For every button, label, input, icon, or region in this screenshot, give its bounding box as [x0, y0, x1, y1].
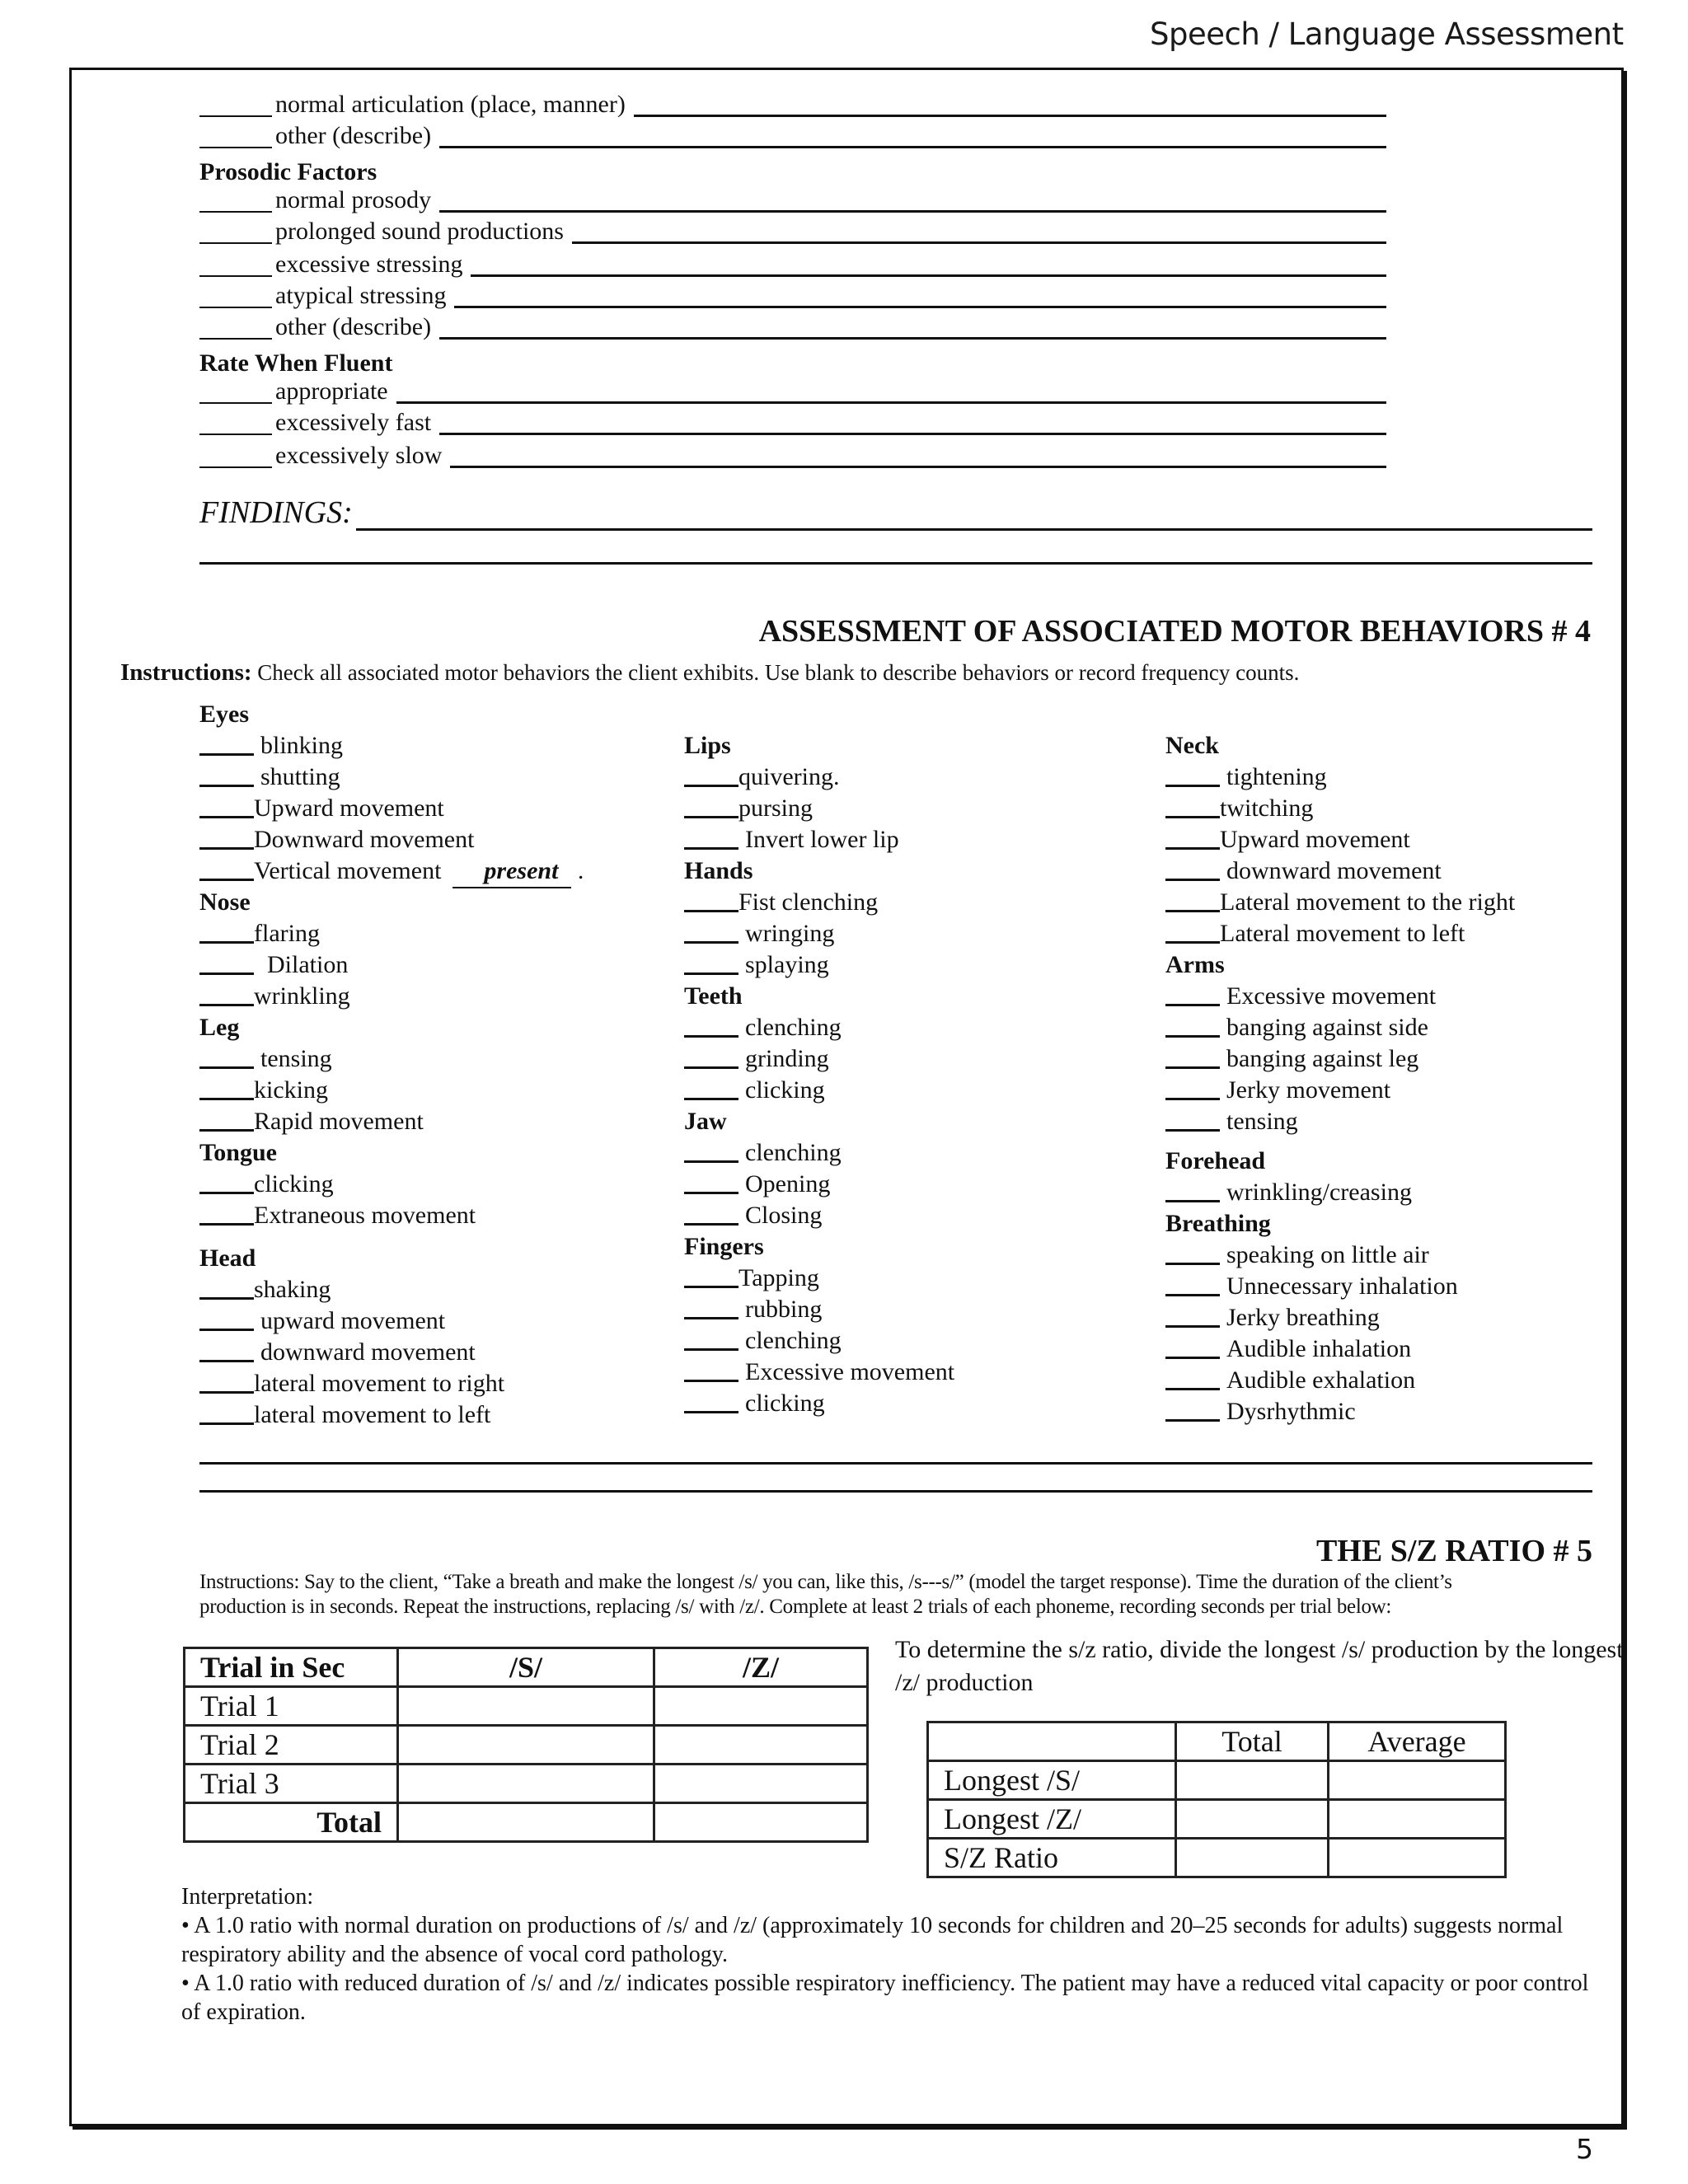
- trial-table: [183, 1647, 869, 1843]
- sz-instructions-line-2: production is in seconds. Repeat the instructions, replacing /s/ with /z/. Complete at least 2 trials of each phoneme, recording seconds per trial below:: [199, 1596, 1392, 1618]
- checklist-row[interactable]: excessively fast: [199, 410, 1386, 435]
- check-blank[interactable]: [1165, 1240, 1220, 1265]
- group-heading: Eyes: [199, 701, 249, 728]
- checklist-row[interactable]: prolonged sound productions: [199, 219, 1386, 244]
- checklist-item: quivering.: [684, 762, 1146, 793]
- checklist-item: flaring: [199, 918, 661, 949]
- check-blank[interactable]: [1165, 824, 1220, 850]
- check-blank[interactable]: [684, 1294, 738, 1319]
- group-heading: Neck: [1165, 732, 1219, 759]
- z-header: /Z/: [654, 1648, 868, 1687]
- checklist-item: Vertical movement present .: [199, 855, 661, 887]
- check-blank[interactable]: [199, 1075, 254, 1100]
- describe-field[interactable]: [450, 444, 1386, 468]
- trial-label: Trial 3: [185, 1765, 398, 1803]
- check-blank[interactable]: [199, 1305, 254, 1331]
- checklist-item: downward movement: [1165, 855, 1627, 887]
- checklist-item: Lateral movement to left: [1165, 918, 1627, 949]
- checklist-row[interactable]: other (describe): [199, 315, 1386, 340]
- checklist-item: Rapid movement: [199, 1106, 661, 1137]
- vertical-movement-value[interactable]: present: [452, 855, 571, 888]
- check-blank[interactable]: [199, 1200, 254, 1226]
- check-blank[interactable]: [199, 1043, 254, 1069]
- check-blank[interactable]: [199, 284, 272, 308]
- group-heading: Arms: [1165, 951, 1225, 978]
- checklist-item: Excessive movement: [684, 1357, 1146, 1388]
- check-blank[interactable]: [684, 1012, 738, 1038]
- ratio-table: [926, 1721, 1507, 1878]
- checklist-item: Lateral movement to the right: [1165, 887, 1627, 918]
- check-blank[interactable]: [684, 918, 738, 944]
- checklist-item: Tapping: [684, 1263, 1146, 1294]
- notes-line[interactable]: [199, 1462, 1592, 1465]
- page-number: 5: [1576, 2133, 1593, 2165]
- check-blank[interactable]: [1165, 1271, 1220, 1296]
- check-blank[interactable]: [199, 124, 272, 148]
- describe-field[interactable]: [439, 316, 1386, 340]
- checklist-row[interactable]: atypical stressing: [199, 284, 1386, 308]
- trial-label: Trial 1: [185, 1687, 398, 1726]
- total-header: Total: [1176, 1722, 1329, 1761]
- checklist-item: Audible inhalation: [1165, 1333, 1627, 1365]
- checklist-item: banging against side: [1165, 1012, 1627, 1043]
- z-cell[interactable]: [654, 1726, 868, 1765]
- checklist-item: Upward movement: [1165, 824, 1627, 855]
- ratio-row-label: Longest /S/: [928, 1761, 1176, 1800]
- average-cell[interactable]: [1329, 1839, 1506, 1877]
- check-blank[interactable]: [1165, 1043, 1220, 1069]
- check-blank[interactable]: [199, 189, 272, 213]
- check-blank[interactable]: [1165, 1333, 1220, 1359]
- s-cell[interactable]: [398, 1687, 654, 1726]
- group-heading: Fingers: [684, 1233, 764, 1260]
- check-blank[interactable]: [199, 380, 272, 404]
- checklist-item: wrinkling/creasing: [1165, 1177, 1627, 1208]
- group-heading: Forehead: [1165, 1147, 1266, 1174]
- checklist-item: Downward movement: [199, 824, 661, 855]
- ratio-row-label: Longest /Z/: [928, 1800, 1176, 1839]
- checklist-item: Opening: [684, 1169, 1146, 1200]
- describe-field[interactable]: [396, 380, 1386, 404]
- check-blank[interactable]: [199, 1399, 254, 1425]
- checklist-item: grinding: [684, 1043, 1146, 1075]
- checklist-item: Extraneous movement: [199, 1200, 661, 1231]
- ratio-row-label: S/Z Ratio: [928, 1839, 1176, 1877]
- motor-section-title: ASSESSMENT OF ASSOCIATED MOTOR BEHAVIORS # 4: [758, 614, 1591, 649]
- check-blank[interactable]: [684, 1043, 738, 1069]
- checklist-row[interactable]: excessive stressing: [199, 252, 1386, 277]
- group-heading: Hands: [684, 857, 753, 884]
- checklist-row[interactable]: appropriate: [199, 379, 1386, 404]
- check-blank[interactable]: [199, 316, 272, 340]
- checklist-item: Audible exhalation: [1165, 1365, 1627, 1396]
- checklist-item: speaking on little air: [1165, 1240, 1627, 1271]
- s-total-cell[interactable]: [398, 1803, 654, 1842]
- group-heading: Leg: [199, 1014, 240, 1041]
- trial-header: Trial in Sec: [185, 1648, 398, 1687]
- check-blank[interactable]: [1165, 1075, 1220, 1100]
- check-blank[interactable]: [199, 949, 254, 975]
- notes-line[interactable]: [199, 1490, 1592, 1493]
- checklist-item: Jerky movement: [1165, 1075, 1627, 1106]
- check-blank[interactable]: [684, 1075, 738, 1100]
- checklist-item: kicking: [199, 1075, 661, 1106]
- checklist-item: clicking: [684, 1075, 1146, 1106]
- interpretation: [181, 1882, 1607, 2027]
- total-cell[interactable]: [1176, 1800, 1329, 1839]
- check-blank[interactable]: [684, 824, 738, 850]
- checklist-row[interactable]: normal prosody: [199, 188, 1386, 213]
- check-blank[interactable]: [1165, 1012, 1220, 1038]
- check-blank[interactable]: [1165, 887, 1220, 912]
- findings-line[interactable]: [199, 562, 1592, 565]
- check-blank[interactable]: [684, 949, 738, 975]
- check-blank[interactable]: [684, 1169, 738, 1194]
- checklist-item: Excessive movement: [1165, 981, 1627, 1012]
- prosodic-heading: Prosodic Factors: [199, 158, 377, 185]
- z-cell[interactable]: [654, 1687, 868, 1726]
- group-heading: Tongue: [199, 1139, 277, 1166]
- check-blank[interactable]: [684, 887, 738, 912]
- check-blank[interactable]: [1165, 981, 1220, 1006]
- check-blank[interactable]: [1165, 1365, 1220, 1390]
- check-blank[interactable]: [199, 444, 272, 468]
- check-blank[interactable]: [199, 981, 254, 1006]
- checklist-item: clenching: [684, 1325, 1146, 1357]
- group-heading: Nose: [199, 888, 251, 916]
- checklist-item: shaking: [199, 1274, 661, 1305]
- check-blank[interactable]: [199, 1368, 254, 1394]
- total-label: Total: [185, 1803, 398, 1842]
- checklist-item: pursing: [684, 793, 1146, 824]
- check-blank[interactable]: [199, 1106, 254, 1132]
- interpretation-label: Interpretation:: [181, 1884, 314, 1910]
- check-blank[interactable]: [684, 793, 738, 818]
- check-blank[interactable]: [199, 824, 254, 850]
- group-heading: Lips: [684, 732, 731, 759]
- checklist-item: splaying: [684, 949, 1146, 981]
- checklist-item: wringing: [684, 918, 1146, 949]
- z-total-cell[interactable]: [654, 1803, 868, 1842]
- trial-label: Trial 2: [185, 1726, 398, 1765]
- check-blank[interactable]: [199, 1274, 254, 1300]
- checklist-item: tightening: [1165, 762, 1627, 793]
- motor-column-3: [1165, 730, 1627, 1427]
- s-cell[interactable]: [398, 1726, 654, 1765]
- check-blank[interactable]: [199, 93, 272, 117]
- describe-field[interactable]: [454, 284, 1386, 308]
- average-cell[interactable]: [1329, 1761, 1506, 1800]
- interpretation-bullet-1: • A 1.0 ratio with normal duration on productions of /s/ and /z/ (approximately 10 seconds for children and 20–25 seconds for adults) suggests normal respiratory ability and the absence of vocal cord pathology.: [181, 1913, 1564, 1967]
- checklist-item: lateral movement to right: [199, 1368, 661, 1399]
- average-header: Average: [1329, 1722, 1506, 1761]
- check-blank[interactable]: [1165, 793, 1220, 818]
- z-cell[interactable]: [654, 1765, 868, 1803]
- s-header: /S/: [398, 1648, 654, 1687]
- checklist-item: banging against leg: [1165, 1043, 1627, 1075]
- check-blank[interactable]: [1165, 1302, 1220, 1328]
- motor-instructions: Instructions: Check all associated motor behaviors the client exhibits. Use blank to describe behaviors or record frequency counts.: [120, 659, 1300, 686]
- group-heading: Head: [199, 1244, 256, 1272]
- check-blank[interactable]: [684, 1137, 738, 1163]
- checklist-item: Invert lower lip: [684, 824, 1146, 855]
- check-blank[interactable]: [199, 762, 254, 787]
- check-blank[interactable]: [1165, 1396, 1220, 1422]
- check-blank[interactable]: [199, 1337, 254, 1362]
- check-blank[interactable]: [684, 1263, 738, 1288]
- describe-field[interactable]: [439, 124, 1386, 148]
- checklist-row[interactable]: normal articulation (place, manner): [199, 92, 1386, 117]
- page-header: Speech / Language Assessment: [1150, 16, 1624, 52]
- average-cell[interactable]: [1329, 1800, 1506, 1839]
- checklist-item: twitching: [1165, 793, 1627, 824]
- describe-field[interactable]: [634, 93, 1386, 117]
- motor-column-1: [199, 699, 661, 1431]
- rate-heading: Rate When Fluent: [199, 349, 393, 377]
- checklist-item: Closing: [684, 1200, 1146, 1231]
- group-heading: Breathing: [1165, 1210, 1271, 1237]
- ratio-explanation: To determine the s/z ratio, divide the longest /s/ production by the longest /z/ production: [895, 1636, 1624, 1696]
- checklist-item: upward movement: [199, 1305, 661, 1337]
- describe-field[interactable]: [471, 253, 1386, 277]
- check-blank[interactable]: [1165, 855, 1220, 881]
- checklist-item: clenching: [684, 1012, 1146, 1043]
- check-blank[interactable]: [199, 1169, 254, 1194]
- check-blank[interactable]: [684, 1200, 738, 1226]
- check-blank[interactable]: [199, 411, 272, 435]
- checklist-item: clicking: [684, 1388, 1146, 1419]
- sz-instructions-line-1: Instructions: Say to the client, “Take a breath and make the longest /s/ you can, like this, /s---s/” (model the target response). Time the duration of the client’s: [199, 1571, 1452, 1593]
- describe-field[interactable]: [439, 189, 1386, 213]
- checklist-item: rubbing: [684, 1294, 1146, 1325]
- sz-section-title: THE S/Z RATIO # 5: [1315, 1534, 1592, 1568]
- s-cell[interactable]: [398, 1765, 654, 1803]
- check-blank[interactable]: [199, 855, 254, 881]
- group-heading: Jaw: [684, 1108, 727, 1135]
- checklist-item: Fist clenching: [684, 887, 1146, 918]
- total-cell[interactable]: [1176, 1839, 1329, 1877]
- check-blank[interactable]: [1165, 1177, 1220, 1202]
- checklist-item: wrinkling: [199, 981, 661, 1012]
- check-blank[interactable]: [199, 730, 254, 756]
- checklist-item: Dilation: [199, 949, 661, 981]
- check-blank[interactable]: [199, 918, 254, 944]
- total-cell[interactable]: [1176, 1761, 1329, 1800]
- check-blank[interactable]: [684, 1388, 738, 1413]
- check-blank[interactable]: [199, 793, 254, 818]
- checklist-item: shutting: [199, 762, 661, 793]
- checklist-item: clenching: [684, 1137, 1146, 1169]
- checklist-item: downward movement: [199, 1337, 661, 1368]
- check-blank[interactable]: [684, 1357, 738, 1382]
- checklist-item: tensing: [199, 1043, 661, 1075]
- group-heading: Teeth: [684, 982, 743, 1010]
- checklist-item: Upward movement: [199, 793, 661, 824]
- findings-field[interactable]: FINDINGS:: [199, 494, 1592, 531]
- describe-field[interactable]: [439, 411, 1386, 435]
- checklist-row[interactable]: other (describe): [199, 124, 1386, 148]
- interpretation-bullet-2: • A 1.0 ratio with reduced duration of /s/ and /z/ indicates possible respiratory inefficiency. The patient may have a reduced vital capacity or poor control of expiration.: [181, 1971, 1589, 2025]
- checklist-item: lateral movement to left: [199, 1399, 661, 1431]
- checklist-item: clicking: [199, 1169, 661, 1200]
- check-blank[interactable]: [1165, 762, 1220, 787]
- checklist-item: Jerky breathing: [1165, 1302, 1627, 1333]
- motor-column-2: [684, 730, 1146, 1419]
- checklist-item: blinking: [199, 730, 661, 762]
- checklist-item: Unnecessary inhalation: [1165, 1271, 1627, 1302]
- check-blank[interactable]: [1165, 1106, 1220, 1132]
- check-blank[interactable]: [684, 762, 738, 787]
- checklist-item: Dysrhythmic: [1165, 1396, 1627, 1427]
- check-blank[interactable]: [1165, 918, 1220, 944]
- check-blank[interactable]: [199, 253, 272, 277]
- check-blank[interactable]: [199, 220, 272, 244]
- checklist-item: tensing: [1165, 1106, 1627, 1137]
- ratio-corner: [928, 1722, 1176, 1761]
- check-blank[interactable]: [684, 1325, 738, 1351]
- checklist-row[interactable]: excessively slow: [199, 443, 1386, 468]
- describe-field[interactable]: [572, 220, 1386, 244]
